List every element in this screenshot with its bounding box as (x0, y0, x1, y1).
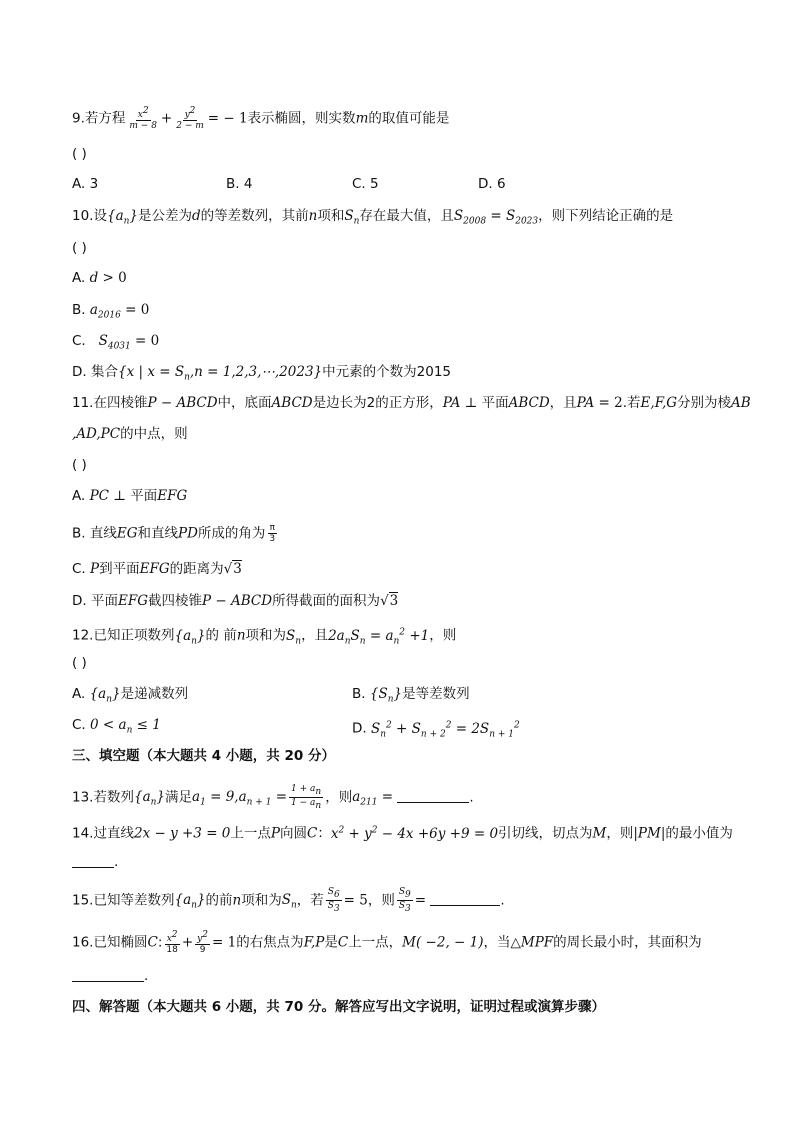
answer-paren: ( ) (72, 146, 87, 162)
option-c: C. $0 < a_n \le 1$ (72, 717, 161, 736)
answer-paren: ( ) (72, 655, 87, 671)
question-11-line2: ,AD,PC的中点，则 (72, 426, 188, 442)
option-a: A. $\{a_n\}$是递减数列 (72, 686, 189, 705)
option-d: D. 6 (478, 176, 506, 192)
option-b: B. $\{S_n\}$是等差数列 (352, 686, 470, 705)
option-a: A. 3 (72, 176, 99, 192)
option-d: D. 平面EFG截四棱锥P − ABCD所得截面的面积为√3 (72, 593, 399, 609)
option-b: B. 直线EG和直线PD所成的角为 $\frac{\pi}{3}$ (72, 523, 276, 544)
option-c: C. $S_{4031} = 0$ (72, 333, 160, 352)
section-heading: 三、填空题（本大题共 4 小题，共 20 分） (72, 748, 335, 764)
question-16: 16.已知椭圆C: $\frac{x^2}{18}$ + $\frac{y^2}{9}$ = 1的右焦点为F,P是C上一点，M( −2, − 1)，当△MPF的周长最小时，其面积为 (72, 930, 702, 955)
fraction: $\frac{y^2}{2 - m}$ (176, 106, 204, 131)
question-14: 14.过直线2x − y +3 = 0上一点P向圆C：$x^2 + y^2 - 4x +6y +9 = 0$引切线，切点为M，则|PM|的最小值为 (72, 825, 733, 842)
option-c: C. P到平面EFG的距离为√3 (72, 561, 242, 577)
option-d: D. $S_n^2 + S_{n + 2}^2 = 2S_{n + 1}^2$ (352, 720, 520, 740)
answer-blank[interactable] (397, 802, 469, 803)
question-12: 12.已知正项数列$\{a_n\}$的 前n项和为$S_n$，且$2a_nS_n = a_n^2 +1$，则 (72, 627, 457, 647)
question-10: 10.设$\{a_n\}$是公差为d的等差数列，其前n项和$S_n$存在最大值，且$S_{2008} = S_{2023}$，则下列结论正确的是 (72, 208, 674, 227)
answer-blank[interactable] (72, 981, 144, 982)
question-14-line2: . (72, 852, 118, 872)
answer-paren: ( ) (72, 240, 87, 256)
answer-blank[interactable] (72, 867, 114, 868)
option-b: B. 4 (226, 176, 253, 192)
question-15: 15.已知等差数列$\{a_n\}$的前n项和为$S_n$，若 $\frac{S_6}{S_3}$ = 5，则 $\frac{S_9}{S_3}$ = . (72, 887, 505, 914)
question-11: 11.在四棱锥P − ABCD中，底面ABCD是边长为2的正方形，PA ⊥ 平面ABCD，且PA = 2.若E,F,G分别为棱AB (72, 395, 751, 411)
question-9: 9.若方程 $\frac{x^2}{m - 8}$ + $\frac{y^2}{2 - m}$ = − 1表示椭圆，则实数m的取值可能是 (72, 106, 450, 131)
option-d: D. 集合{x | $x = S_n,n$ = 1,2,3,⋯,2023}中元素的个数为2015 (72, 364, 451, 383)
option-c: C. 5 (352, 176, 379, 192)
question-13: 13.若数列$\{a_n\}$满足$a_1 = 9,a_{n + 1}$ = $\frac{1 + a_n}{1 - a_n}$ ，则$a_{211}$ = . (72, 784, 474, 811)
fraction: $\frac{x^2}{m - 8}$ (129, 106, 157, 131)
section-heading: 四、解答题（本大题共 6 小题，共 70 分。解答应写出文字说明，证明过程或演算步骤） (72, 999, 605, 1015)
answer-paren: ( ) (72, 457, 87, 473)
answer-blank[interactable] (430, 905, 500, 906)
question-16-line2: . (72, 966, 148, 986)
option-a: A. PC ⊥ 平面EFG (72, 488, 188, 504)
option-b: B. $a_{2016} = 0$ (72, 302, 150, 321)
option-a: A. d > 0 (72, 270, 127, 286)
